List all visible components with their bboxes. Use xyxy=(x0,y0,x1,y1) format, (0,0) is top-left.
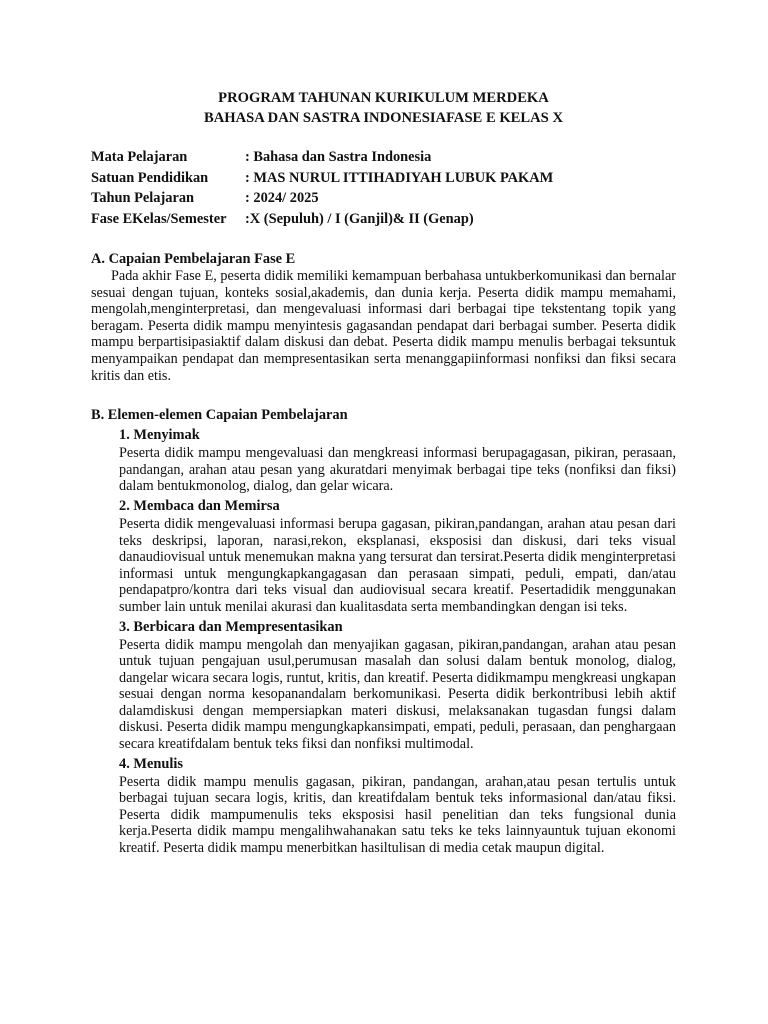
element-text: Peserta didik mampu mengolah dan menyajikan gagasan, pikiran,pandangan, arahan atau pesan untuk tujuan pengajuan usul,perumusan masalah dan solusi dalam bentuk monolog, dialog, dangelar wicara secara logis, runtut, kritis, dan kreatif. Peserta didikmampu mengkreasi ungkapan sesuai dengan norma kesopanandalam berkomunikasi. Peserta didik berkontribusi lebih aktif dalamdiskusi dengan mempersiapkan materi diskusi, melaksanakan tugasdan fungsi dalam diskusi. Peserta didik mampu mengungkapkansimpati, empati, peduli, perasaan, dan penghargaan secara kreatifdalam bentuk teks fiksi dan nonfiksi multimodal. xyxy=(119,636,676,753)
element-heading: 4. Menulis xyxy=(119,755,183,772)
element-reading xyxy=(119,497,676,616)
element-heading: 2. Membaca dan Memirsa xyxy=(119,497,280,514)
section-b-heading: B. Elemen-elemen Capaian Pembelajaran xyxy=(91,407,348,424)
element-speaking xyxy=(119,618,676,753)
document-page xyxy=(91,88,676,857)
element-text: Peserta didik mengevaluasi informasi berupa gagasan, pikiran,pandangan, arahan atau pesan dari teks deskripsi, laporan, narasi,rekon, eksplanasi, eksposisi dan diskusi, dari teks visual danaudiovisual untuk menemukan makna yang tersurat dan tersirat.Peserta didik menginterpretasi informasi untuk mengungkapkangagasan dan perasaan simpati, peduli, empati, dan/atau pendapatpro/kontra dari teks visual dan audiovisual secara kreatif. Pesertadidik menggunakan sumber lain untuk menilai akurasi dan kualitasdata serta membandingkan dengan isi teks. xyxy=(119,515,676,615)
meta-label: Tahun Pelajaran xyxy=(91,190,195,206)
section-a-text: Pada akhir Fase E, peserta didik memiliki kemampuan berbahasa untukberkomunikasi dan bernalar sesuai dengan tujuan, konteks sosial,akademis, dan dunia kerja. Peserta didik mampu memahami, mengolah,menginterpretasi, dan mengevaluasi informasi dari berbagai tipe tekstentang topik yang beragam. Peserta didik mampu menyintesis gagasandan pendapat dari berbagai sumber. Peserta didik mampu berpartisipasiaktif dalam diskusi dan debat. Peserta didik mampu menulis berbagai teksuntuk menyampaikan pendapat dan mempresentasikan serta menanggapiinformasi nonfiksi dan fiksi secara kritis dan etis. xyxy=(91,268,676,384)
meta-value: : MAS NURUL ITTIHADIYAH LUBUK PAKAM xyxy=(245,169,554,186)
meta-value: :X (Sepuluh) / I (Ganjil)& II (Genap) xyxy=(245,210,474,227)
meta-label: Mata Pelajaran xyxy=(91,149,188,165)
element-listening xyxy=(119,426,676,495)
element-text: Peserta didik mampu menulis gagasan, pikiran, pandangan, arahan,atau pesan tertulis untuk berbagai tujuan secara logis, kritis, dan kreatifdalam bentuk teks informasional dan/atau fiksi. Peserta didik mampumenulis teks eksposisi hasil penelitian dan teks fungsional dunia kerja.Peserta didik mampu mengalihwahanakan satu teks ke teks lainnyauntuk tujuan ekonomi kreatif. Peserta didik mampu menerbitkan hasiltulisan di media cetak maupun digital. xyxy=(119,773,676,857)
document-title xyxy=(91,88,676,128)
meta-table xyxy=(91,147,676,229)
element-heading: 3. Berbicara dan Mempresentasikan xyxy=(119,618,343,635)
element-writing xyxy=(119,755,676,857)
title-line-2: BAHASA DAN SASTRA INDONESIAFASE E KELAS X xyxy=(204,110,563,126)
meta-value: : 2024/ 2025 xyxy=(245,190,319,206)
meta-row-phase xyxy=(91,209,676,230)
element-text: Peserta didik mampu mengevaluasi dan mengkreasi informasi berupagagasan, pikiran, perasaan, pandangan, arahan atau pesan yang akuratdari menyimak berbagai tipe teks (nonfiksi dan fiksi) dalam bentukmonolog, dialog, dan gelar wicara. xyxy=(119,445,676,495)
meta-label: Fase EKelas/Semester xyxy=(91,210,227,227)
meta-label: Satuan Pendidikan xyxy=(91,169,209,186)
meta-row-school xyxy=(91,168,676,189)
title-line-1: PROGRAM TAHUNAN KURIKULUM MERDEKA xyxy=(218,90,549,106)
section-a-heading: A. Capaian Pembelajaran Fase E xyxy=(91,251,296,267)
meta-row-year xyxy=(91,188,676,209)
element-heading: 1. Menyimak xyxy=(119,427,200,444)
meta-value: : Bahasa dan Sastra Indonesia xyxy=(245,149,432,165)
meta-row-subject xyxy=(91,147,676,168)
